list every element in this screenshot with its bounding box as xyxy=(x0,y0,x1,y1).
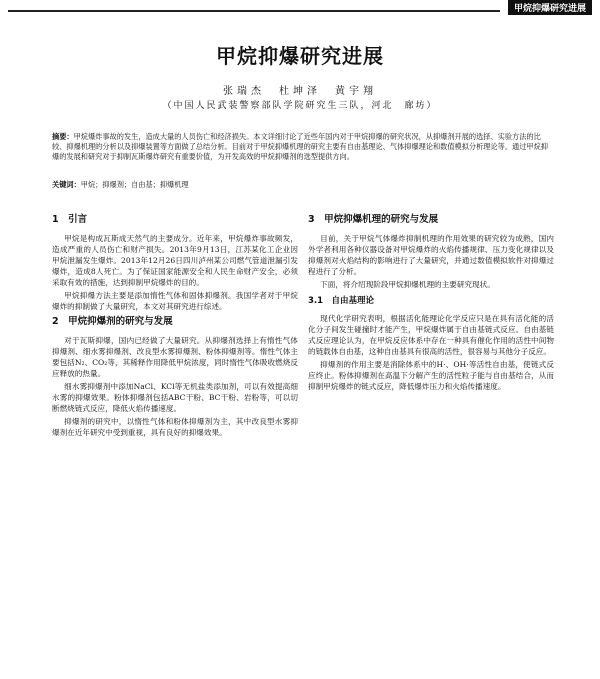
section-3-1-para-2: 抑爆剂的作用主要是消除体系中的H·、OH·等活性自由基，使链式反应终止。粉体抑爆剂在高温下分解产生的活性粒子能与自由基结合，从而抑制甲烷爆炸的链式反应，降低爆炸压力和火焰传播速度。 xyxy=(308,360,554,391)
section-2-para-1: 对于瓦斯抑爆，国内已经做了大量研究。从抑爆剂选择上有惰性气体抑爆剂、细水雾抑爆剂、改良型水雾抑爆剂、粉体抑爆剂等。惰性气体主要包括N₂、CO₂等，其稀释作用降低甲烷浓度，同时惰性气体吸收燃烧反应释放的热量。 xyxy=(52,336,298,378)
section-3-heading: 3 甲烷抑爆机理的研究与发展 xyxy=(308,214,439,225)
paper-authors: 张瑞杰 杜坤泽 黄宇翔 xyxy=(223,86,377,97)
section-2-para-2: 细水雾抑爆剂中添加NaCl、KCl等无机盐类添加剂，可以有效提高细水雾的抑爆效果。粉体抑爆剂包括ABC干粉、BC干粉、岩粉等，可以切断燃烧链式反应，降低火焰传播速度。 xyxy=(52,382,298,413)
header-rule xyxy=(8,10,500,12)
section-3-1-para-1: 现代化学研究表明，根据活化能理论化学反应只是在具有活化能的活化分子间发生碰撞时才能产生，甲烷爆炸属于自由基链式反应。自由基链式反应理论认为，在甲烷反应体系中存在一种具有催化作用的活性中间物的链载体自由基，这种自由基具有很高的活性，很容易与其他分子反应。 xyxy=(308,314,554,356)
paper-affiliation: （中国人民武装警察部队学院研究生三队，河北 廊坊） xyxy=(162,101,438,111)
keywords-label: 关键词： xyxy=(52,180,81,189)
running-header xyxy=(0,0,600,14)
running-title: 甲烷抑爆研究进展 xyxy=(508,0,592,15)
abstract-text: 甲烷爆炸事故的发生，造成大量的人员伤亡和经济损失。本文详细讨论了近些年国内对于甲烷抑爆的研究状况，从抑爆剂开展的选择、实验方法的比较、抑爆机理的分析以及抑爆装置等方面做了总结分析。目前对于甲烷抑爆机理的研究主要有自由基理论、气体抑爆理论和数值模拟分析理论等。通过甲烷抑爆的发展和研究对于抑制瓦斯爆炸研究有重要价值，为开发高效的甲烷抑爆剂的选型提供方向。 xyxy=(52,132,548,161)
left-column xyxy=(52,210,298,440)
right-column xyxy=(308,210,554,394)
keywords-text: 甲烷；抑爆剂；自由基；抑爆机理 xyxy=(80,180,189,189)
section-3-para-1: 目前，关于甲烷气体爆炸抑制机理的作用效果的研究较为成熟，国内外学者利用各种仪器设备对甲烷爆炸的火焰传播规律、压力变化规律以及抑爆剂对火焰结构的影响进行了大量研究，并通过数值模拟软件对抑爆过程进行了分析。 xyxy=(308,234,554,276)
section-3-1-heading: 3.1 自由基理论 xyxy=(308,296,375,306)
abstract-label: 摘要： xyxy=(52,132,74,141)
section-2-heading: 2 甲烷抑爆剂的研究与发展 xyxy=(52,316,173,327)
section-2-para-3: 抑爆剂的研究中，以惰性气体和粉体抑爆剂为主，其中改良型水雾抑爆剂在近年研究中受到重视，具有良好的抑爆效果。 xyxy=(52,417,298,437)
section-1-para-1: 甲烷是构成瓦斯成天然气的主要成分。近年来，甲烷爆炸事故频发，造成严重的人员伤亡和财产损失。2013年9月13日，江苏某化工企业因甲烷泄漏发生爆炸。2013年12月26日四川泸州某公司燃气管道泄漏引发爆炸，造成8人死亡。为了保证国家能源安全和人民生命财产安全，必须采取有效的措施，达到抑制甲烷爆炸的目的。 xyxy=(52,234,298,287)
abstract xyxy=(52,132,550,162)
section-1-heading: 1 引言 xyxy=(52,214,88,225)
paper-title: 甲烷抑爆研究进展 xyxy=(216,44,384,68)
section-3-para-2: 下面，将介绍现阶段甲烷抑爆机理的主要研究现状。 xyxy=(320,280,495,289)
section-1-para-2: 甲烷抑爆方法主要是添加惰性气体和固体抑爆剂。我国学者对于甲烷爆炸的抑制做了大量研究，本文对其研究进行综述。 xyxy=(52,291,298,311)
keywords xyxy=(52,180,550,190)
